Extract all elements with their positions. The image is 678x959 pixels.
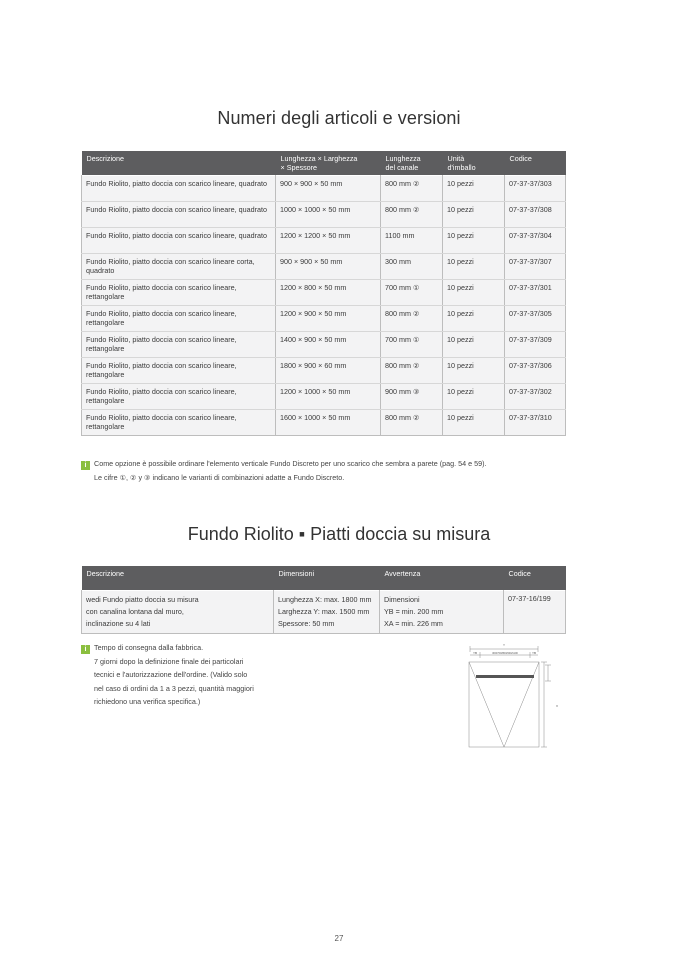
cell-size: 900 × 900 × 50 mm: [276, 254, 381, 280]
cell-channel-length: 800 mm ②: [381, 306, 443, 332]
cell-size: 1200 × 1000 × 50 mm: [276, 384, 381, 410]
cell-channel-length: 300 mm: [381, 254, 443, 280]
cell-description: Fundo Riolito, piatto doccia con scarico lineare, rettangolare: [82, 384, 276, 410]
drawing-label-yb-left: YB: [472, 651, 478, 655]
table-row: [82, 176, 566, 202]
cell-size: 1600 × 1000 × 50 mm: [276, 410, 381, 436]
cell-code: 07-37-37/308: [505, 202, 566, 228]
cell-pack-unit: 10 pezzi: [443, 254, 505, 280]
cell-line: Larghezza Y: max. 1500 mm: [278, 607, 370, 616]
cell-description: Fundo Riolito, piatto doccia con scarico lineare, rettangolare: [82, 410, 276, 436]
note-line-2: Le cifre ①, ② y ③ indicano le varianti di combinazioni adatte a Fundo Discreto.: [94, 472, 345, 482]
cell-size: 1400 × 900 × 50 mm: [276, 332, 381, 358]
column-header: Descrizione: [82, 566, 274, 591]
drawing-label-y: Y: [502, 643, 506, 647]
note-line-1: Come opzione è possibile ordinare l'elemento verticale Fundo Discreto per uno scarico che sembra a parete (pag. 54 e 59).: [94, 459, 487, 468]
cell-line: Dimensioni: [384, 595, 420, 604]
drawing-label-channel: 300/700/800/900/1100: [492, 652, 518, 655]
drain-channel: [476, 675, 534, 678]
info-icon: i: [81, 645, 90, 654]
cell-pack-unit: 10 pezzi: [443, 332, 505, 358]
cell-pack-unit: 10 pezzi: [443, 176, 505, 202]
cell-code: 07-37-37/305: [505, 306, 566, 332]
cell-description: Fundo Riolito, piatto doccia con scarico lineare, quadrato: [82, 228, 276, 254]
cell-pack-unit: 10 pezzi: [443, 228, 505, 254]
cell-pack-unit: 10 pezzi: [443, 358, 505, 384]
cell-channel-length: 800 mm ②: [381, 202, 443, 228]
drawing-label-x: X: [555, 704, 559, 708]
cell-code: 07-37-16/199: [504, 591, 566, 634]
cell-size: 1800 × 900 × 60 mm: [276, 358, 381, 384]
cell-code: 07-37-37/304: [505, 228, 566, 254]
column-header: Codice: [505, 151, 566, 176]
table-row: [82, 384, 566, 410]
column-header: Descrizione: [82, 151, 276, 176]
cell-dimensions: [274, 591, 380, 634]
table-row: [82, 306, 566, 332]
cell-pack-unit: 10 pezzi: [443, 202, 505, 228]
articles-note: [81, 457, 581, 484]
column-header: Unità d'imballo: [443, 151, 505, 176]
cell-pack-unit: 10 pezzi: [443, 384, 505, 410]
delivery-note-line: richiedono una verifica specifica.): [94, 697, 201, 706]
cell-description: Fundo Riolito, piatto doccia con scarico lineare, rettangolare: [82, 306, 276, 332]
delivery-note-line: tecnici e l'autorizzazione dell'ordine. (Valido solo: [94, 670, 248, 679]
articles-table: [81, 151, 566, 436]
table-row: [82, 591, 566, 634]
cell-description: Fundo Riolito, piatto doccia con scarico lineare, rettangolare: [82, 358, 276, 384]
drawing-label-yb-right: YB: [531, 651, 537, 655]
table-row: [82, 254, 566, 280]
cell-pack-unit: 10 pezzi: [443, 306, 505, 332]
cell-code: 07-37-37/309: [505, 332, 566, 358]
cell-code: 07-37-37/306: [505, 358, 566, 384]
cell-channel-length: 800 mm ②: [381, 410, 443, 436]
cell-line: Spessore: 50 mm: [278, 619, 335, 628]
table-header-row: [82, 566, 566, 591]
cell-description: Fundo Riolito, piatto doccia con scarico lineare corta, quadrato: [82, 254, 276, 280]
delivery-note: [81, 641, 281, 709]
table-row: [82, 410, 566, 436]
cell-line: con canalina lontana dal muro,: [86, 607, 184, 616]
cell-size: 1200 × 1200 × 50 mm: [276, 228, 381, 254]
column-header: Codice: [504, 566, 566, 591]
column-header: Lunghezza × Larghezza × Spessore: [276, 151, 381, 176]
cell-code: 07-37-37/310: [505, 410, 566, 436]
cell-channel-length: 700 mm ①: [381, 332, 443, 358]
info-icon: i: [81, 461, 90, 470]
column-header: Avvertenza: [380, 566, 504, 591]
cell-description: [82, 591, 274, 634]
cell-description: Fundo Riolito, piatto doccia con scarico lineare, rettangolare: [82, 280, 276, 306]
delivery-note-line: 7 giorni dopo la definizione finale dei particolari: [94, 656, 244, 666]
cell-description: Fundo Riolito, piatto doccia con scarico lineare, quadrato: [82, 202, 276, 228]
cell-channel-length: 800 mm ②: [381, 176, 443, 202]
cell-line: wedi Fundo piatto doccia su misura: [86, 595, 199, 604]
cell-channel-length: 1100 mm: [381, 228, 443, 254]
cell-channel-length: 900 mm ③: [381, 384, 443, 410]
cell-description: Fundo Riolito, piatto doccia con scarico lineare, quadrato: [82, 176, 276, 202]
cell-code: 07-37-37/307: [505, 254, 566, 280]
cell-warning: [380, 591, 504, 634]
cell-line: YB = min. 200 mm: [384, 607, 444, 616]
table-row: [82, 332, 566, 358]
section-title-custom: Fundo Riolito ▪ Piatti doccia su misura: [187, 524, 491, 544]
column-header: Lunghezza del canale: [381, 151, 443, 176]
table-header-row: [82, 151, 566, 176]
cell-pack-unit: 10 pezzi: [443, 280, 505, 306]
tray-technical-drawing: [466, 641, 574, 749]
articles-table-body: [82, 176, 566, 436]
cell-code: 07-37-37/303: [505, 176, 566, 202]
cell-size: 1200 × 800 × 50 mm: [276, 280, 381, 306]
cell-channel-length: 700 mm ①: [381, 280, 443, 306]
table-row: [82, 358, 566, 384]
delivery-note-line: nel caso di ordini da 1 a 3 pezzi, quantità maggiori: [94, 683, 254, 693]
cell-code: 07-37-37/302: [505, 384, 566, 410]
cell-description: Fundo Riolito, piatto doccia con scarico lineare, rettangolare: [82, 332, 276, 358]
cell-channel-length: 800 mm ②: [381, 358, 443, 384]
table-row: [82, 202, 566, 228]
cell-pack-unit: 10 pezzi: [443, 410, 505, 436]
custom-table: [81, 566, 566, 634]
column-header: Dimensioni: [274, 566, 380, 591]
table-row: [82, 280, 566, 306]
cell-line: inclinazione su 4 lati: [86, 619, 151, 628]
cell-size: 900 × 900 × 50 mm: [276, 176, 381, 202]
cell-size: 1200 × 900 × 50 mm: [276, 306, 381, 332]
delivery-note-line: Tempo di consegna dalla fabbrica.: [94, 643, 204, 652]
cell-line: XA = min. 226 mm: [384, 619, 443, 628]
cell-line: Lunghezza X: max. 1800 mm: [278, 595, 372, 604]
cell-size: 1000 × 1000 × 50 mm: [276, 202, 381, 228]
page-number: 27: [334, 934, 344, 943]
section-title-articles: Numeri degli articoli e versioni: [217, 108, 461, 128]
table-row: [82, 228, 566, 254]
cell-code: 07-37-37/301: [505, 280, 566, 306]
